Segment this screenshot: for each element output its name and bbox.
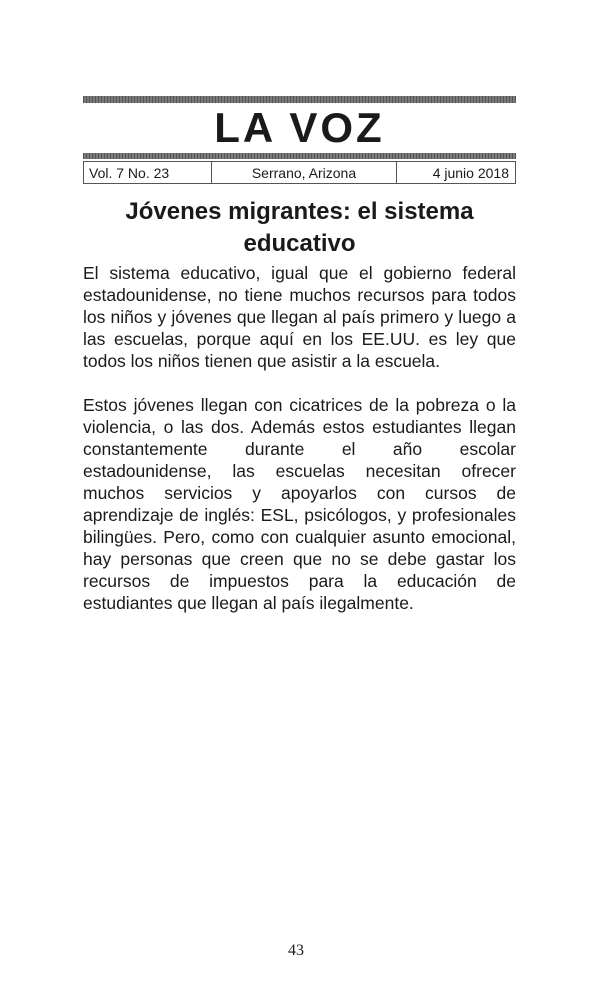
newspaper-name: LA VOZ xyxy=(214,104,385,151)
article-body xyxy=(83,262,516,636)
issue-volume: Vol. 7 No. 23 xyxy=(84,162,212,183)
issue-location: Serrano, Arizona xyxy=(212,162,397,183)
issue-date: 4 junio 2018 xyxy=(432,164,509,181)
masthead-top-rule xyxy=(83,96,516,103)
article-paragraph-1: El sistema educativo, igual que el gobierno federal estadounidense, no tiene muchos recursos para todos los niños y jóvenes que llegan al país primero y luego a las escuelas, porque aquí en los EE.UU. es ley que todos los niños tienen que asistir a la escuela. xyxy=(83,263,516,371)
headline-line-1: Jóvenes migrantes: el sistema xyxy=(125,198,474,225)
article-paragraph-2: Estos jóvenes llegan con cicatrices de la pobreza o la violencia, o las dos. Además estos estudiantes llegan constantemente durante el año escolar estadounidense, las escuelas necesitan ofrecer muchos servicios y apoyarlos con cursos de aprendizaje de inglés: ESL, psicólogos, y profesionales bilingües. Pero, como con cualquier asunto emocional, hay personas que creen que no se debe gastar los recursos de impuestos para la educación de estudiantes que llegan al país ilegalmente. xyxy=(83,395,516,613)
issue-info-bar xyxy=(83,161,516,184)
headline-line-2: educativo xyxy=(243,230,356,257)
article-headline xyxy=(83,196,516,260)
page-number: 43 xyxy=(288,942,304,959)
masthead-bottom-rule xyxy=(83,153,516,159)
